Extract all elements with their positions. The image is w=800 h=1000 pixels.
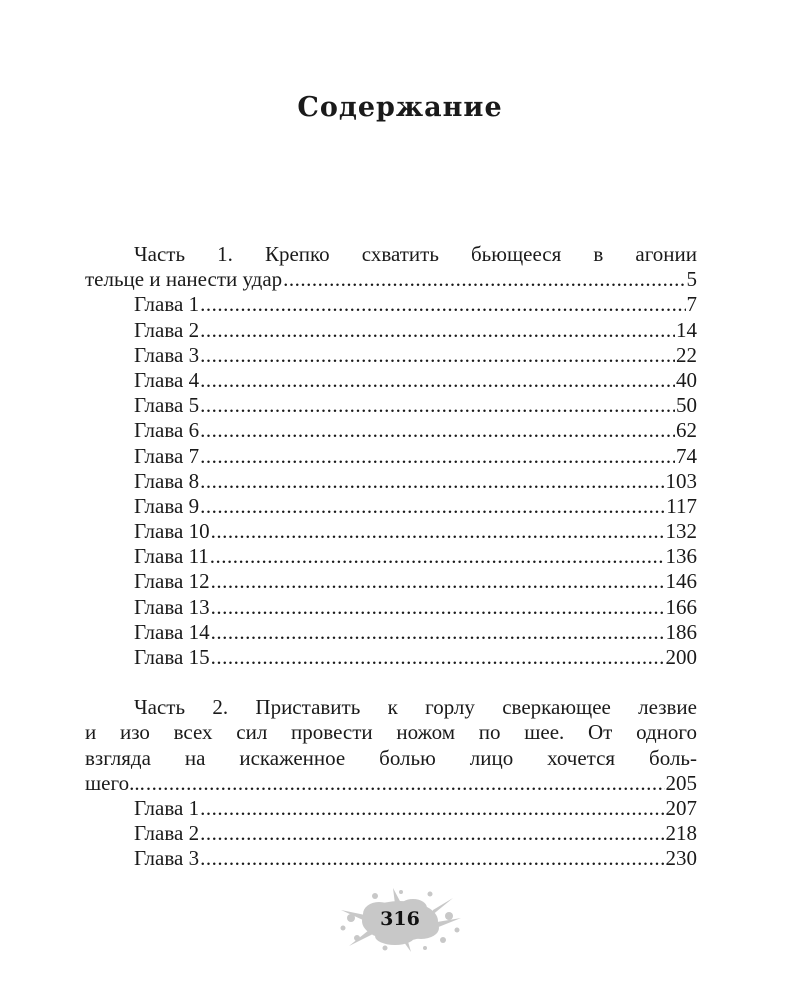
page-title: Содержание bbox=[297, 92, 503, 123]
chapter-label: Глава 14 bbox=[134, 619, 210, 644]
chapter-page: 40 bbox=[676, 367, 697, 392]
leader-dots bbox=[200, 368, 675, 393]
chapter-entry bbox=[85, 821, 697, 846]
part-2-entry bbox=[85, 771, 697, 796]
chapter-entry bbox=[85, 544, 697, 569]
chapter-page: 136 bbox=[665, 544, 697, 569]
leader-dots bbox=[211, 519, 665, 544]
leader-dots bbox=[211, 620, 665, 645]
chapter-label: Глава 8 bbox=[134, 468, 200, 493]
chapter-entry bbox=[85, 343, 697, 368]
chapter-label: Глава 6 bbox=[134, 418, 200, 443]
leader-dots bbox=[200, 444, 675, 469]
part-2-title-line-2: и изо всех сил провести ножом по шее. От одного bbox=[85, 720, 697, 745]
part-1-title bbox=[85, 242, 697, 267]
chapter-entry bbox=[85, 519, 697, 544]
chapter-entry bbox=[85, 418, 697, 443]
chapter-entry bbox=[85, 444, 697, 469]
leader-dots bbox=[200, 469, 664, 494]
chapter-page: 146 bbox=[665, 569, 697, 594]
leader-dots bbox=[283, 267, 685, 292]
chapter-page: 186 bbox=[665, 619, 697, 644]
chapter-page: 207 bbox=[665, 796, 697, 820]
chapter-label: Глава 4 bbox=[134, 367, 200, 392]
chapter-entry bbox=[85, 393, 697, 418]
leader-dots bbox=[211, 569, 665, 594]
chapter-entry bbox=[85, 569, 697, 594]
chapter-entry bbox=[85, 595, 697, 620]
part-1-title-line-1: Часть 1. Крепко схватить бьющееся в агонии bbox=[134, 242, 697, 266]
chapter-label: Глава 10 bbox=[134, 519, 210, 544]
leader-dots bbox=[200, 343, 675, 368]
chapter-label: Глава 9 bbox=[134, 493, 200, 518]
chapter-entry bbox=[85, 318, 697, 343]
leader-dots bbox=[200, 418, 675, 443]
chapter-entry bbox=[85, 796, 697, 821]
chapter-label: Глава 5 bbox=[134, 393, 200, 418]
chapter-page: 62 bbox=[676, 418, 697, 443]
chapter-entry bbox=[85, 645, 697, 670]
chapter-page: 7 bbox=[686, 292, 697, 317]
chapter-page: 230 bbox=[665, 846, 697, 871]
part-1-title-line-2: тельце и нанести удар bbox=[85, 267, 283, 292]
leader-dots bbox=[200, 292, 685, 317]
leader-dots bbox=[200, 494, 665, 519]
part-2-title-line-3: взгляда на искаженное болью лицо хочется боль- bbox=[85, 745, 697, 770]
leader-dots bbox=[211, 595, 665, 620]
leader-dots bbox=[200, 846, 664, 871]
leader-dots bbox=[200, 393, 675, 418]
part-1-entry bbox=[85, 267, 697, 292]
chapter-entry bbox=[85, 368, 697, 393]
chapter-page: 117 bbox=[666, 493, 697, 518]
leader-dots bbox=[210, 544, 665, 569]
page-folio bbox=[335, 888, 465, 952]
part-1-chapter-list bbox=[85, 292, 697, 670]
leader-dots bbox=[200, 318, 675, 343]
chapter-label: Глава 13 bbox=[134, 594, 210, 619]
part-2-title bbox=[85, 695, 697, 771]
chapter-label: Глава 11 bbox=[134, 544, 209, 569]
chapter-entry bbox=[85, 620, 697, 645]
chapter-page: 218 bbox=[665, 821, 697, 846]
leader-dots bbox=[200, 821, 664, 846]
section-gap bbox=[85, 670, 697, 695]
part-2-page: 205 bbox=[665, 770, 697, 795]
leader-dots bbox=[146, 771, 665, 796]
part-1-page: 5 bbox=[686, 267, 697, 292]
chapter-page: 166 bbox=[665, 594, 697, 619]
part-2-chapter-list bbox=[85, 796, 697, 872]
chapter-page: 50 bbox=[676, 393, 697, 418]
chapter-page: 22 bbox=[676, 342, 697, 367]
chapter-label: Глава 7 bbox=[134, 443, 200, 468]
chapter-page: 74 bbox=[676, 443, 697, 468]
chapter-entry bbox=[85, 846, 697, 871]
chapter-label: Глава 1 bbox=[134, 796, 200, 820]
part-2-title-line-4: шего... bbox=[85, 770, 145, 795]
chapter-page: 14 bbox=[676, 317, 697, 342]
leader-dots bbox=[200, 796, 664, 821]
chapter-page: 200 bbox=[665, 645, 697, 670]
chapter-label: Глава 12 bbox=[134, 569, 210, 594]
table-of-contents bbox=[85, 242, 697, 872]
chapter-label: Глава 15 bbox=[134, 645, 210, 670]
chapter-label: Глава 2 bbox=[134, 317, 200, 342]
leader-dots bbox=[211, 645, 665, 670]
chapter-page: 103 bbox=[665, 468, 697, 493]
page-number: 316 bbox=[380, 908, 420, 930]
chapter-entry bbox=[85, 494, 697, 519]
chapter-label: Глава 1 bbox=[134, 292, 200, 317]
chapter-entry bbox=[85, 469, 697, 494]
chapter-label: Глава 3 bbox=[134, 342, 200, 367]
part-2-title-line-1: Часть 2. Приставить к горлу сверкающее лезвие bbox=[134, 695, 697, 720]
chapter-label: Глава 3 bbox=[134, 846, 200, 871]
chapter-page: 132 bbox=[665, 519, 697, 544]
chapter-label: Глава 2 bbox=[134, 821, 200, 846]
chapter-entry bbox=[85, 292, 697, 317]
